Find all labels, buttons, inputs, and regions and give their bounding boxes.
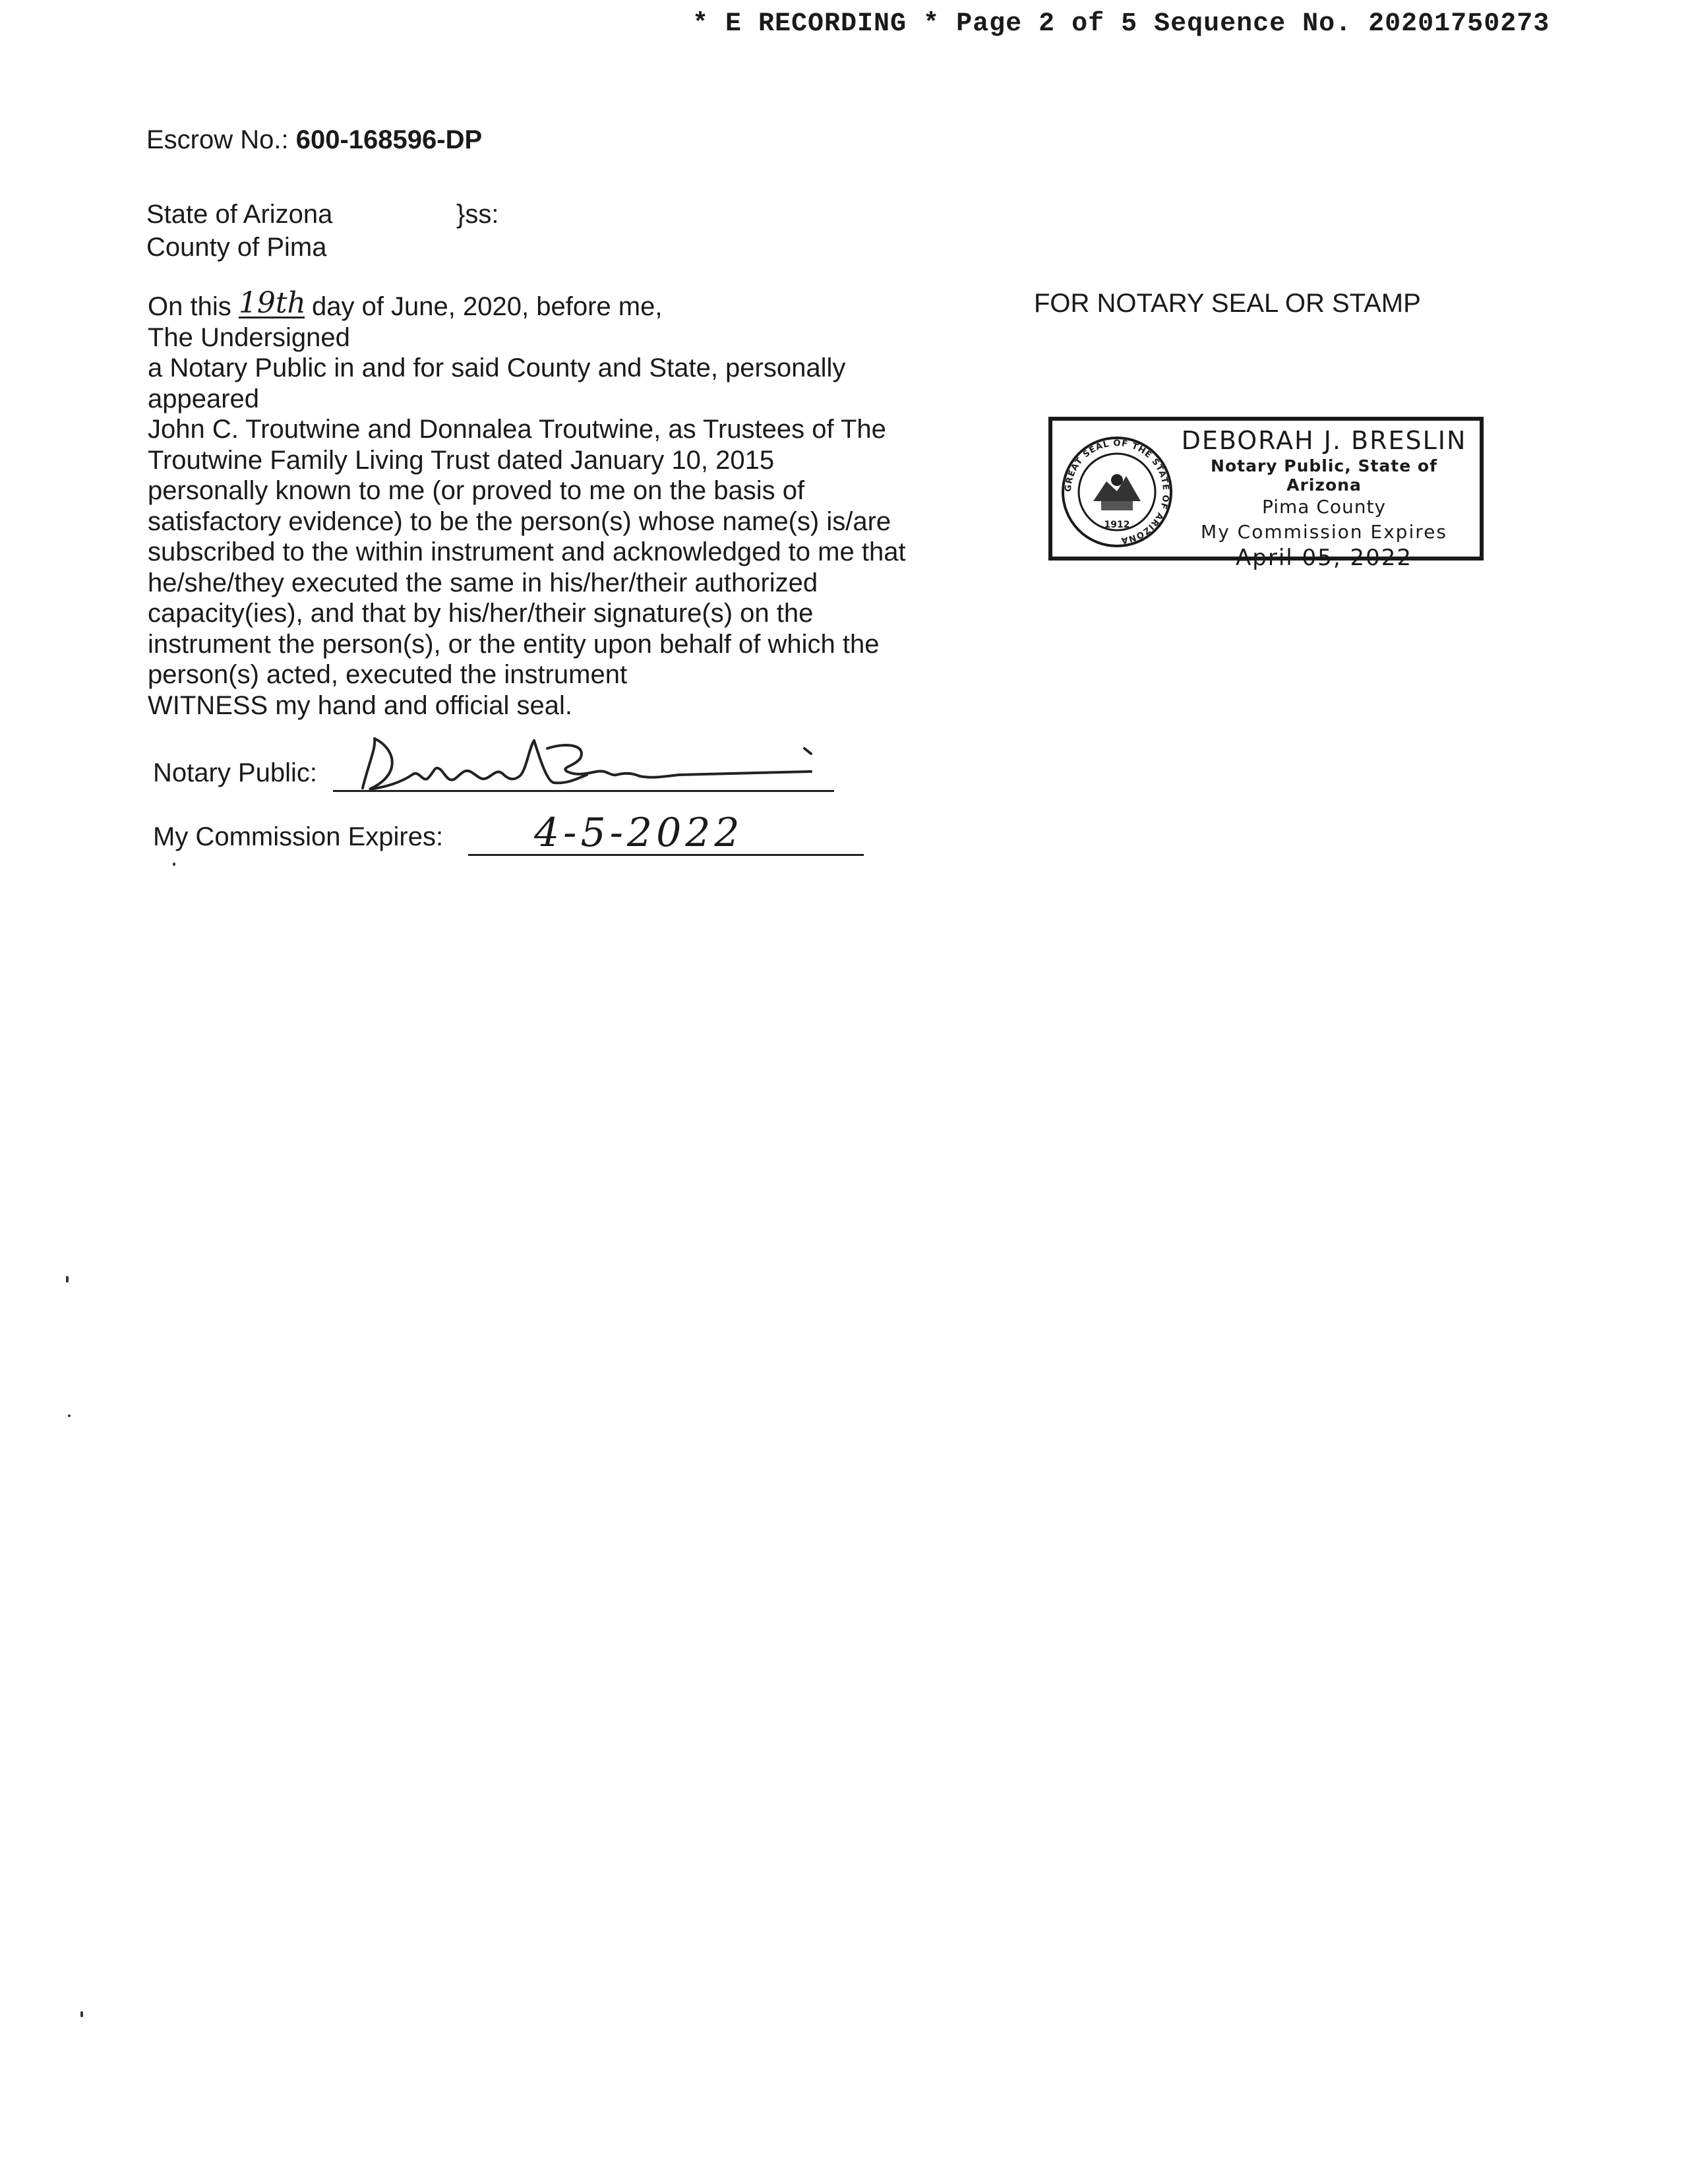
ack-line: personally known to me (or proved to me on the basis of	[148, 476, 805, 505]
escrow-label: Escrow No.:	[146, 125, 289, 154]
ack-line: satisfactory evidence) to be the person(s) whose name(s) is/are	[148, 506, 891, 536]
venue-state: State of Arizona	[146, 200, 333, 229]
venue-ss: }ss:	[456, 200, 499, 229]
ack-line: capacity(ies), and that by his/her/their signature(s) on the	[148, 599, 814, 628]
ack-line: subscribed to the within instrument and acknowledged to me that	[148, 537, 906, 566]
day-fill-in: 19th	[238, 286, 306, 320]
recording-header: * E RECORDING * Page 2 of 5 Sequence No. 20201750273	[692, 9, 1550, 39]
stamp-title: Notary Public, State of Arizona	[1211, 456, 1437, 495]
notary-stamp	[1048, 417, 1484, 571]
ack-line: The Undersigned	[148, 322, 350, 352]
ack-line: he/she/they executed the same in his/her/their authorized	[148, 568, 818, 597]
ack-line: person(s) acted, executed the instrument	[148, 660, 628, 689]
notary-signature	[349, 735, 837, 798]
stamp-text-block	[1172, 426, 1476, 571]
scan-speck	[173, 863, 175, 866]
acknowledgment-body	[148, 286, 959, 721]
stamp-commission: My Commission Expires	[1201, 521, 1447, 543]
seal-area-label: FOR NOTARY SEAL OR STAMP	[1034, 289, 1421, 318]
stamp-county: Pima County	[1261, 496, 1387, 518]
scan-speck	[66, 1276, 69, 1283]
ack-prefix: On this	[148, 292, 231, 321]
ack-line: a Notary Public in and for said County and State, personally	[148, 353, 846, 382]
ack-line: Troutwine Family Living Trust dated January 10, 2015	[148, 445, 775, 475]
escrow-number: 600-168596-DP	[295, 125, 483, 154]
ack-line: instrument the person(s), or the entity upon behalf of which the	[148, 629, 880, 659]
ack-line: WITNESS my hand and official seal.	[148, 690, 572, 720]
seal-ring-text: GREAT SEAL OF THE STATE OF ARIZONA	[1063, 438, 1171, 545]
stamp-date: April 05, 2022	[1236, 545, 1412, 571]
notary-public-label: Notary Public:	[153, 758, 317, 787]
ack-line: appeared	[148, 384, 260, 413]
ack-first-line	[148, 286, 959, 322]
scan-speck	[80, 2011, 83, 2017]
seal-year: 1912	[1104, 520, 1130, 530]
scan-speck	[68, 1414, 71, 1417]
venue-county: County of Pima	[146, 233, 327, 262]
ack-line: John C. Troutwine and Donnalea Troutwine, as Trustees of The	[148, 415, 886, 444]
venue-block	[146, 198, 499, 264]
ack-suffix: day of June, 2020, before me,	[311, 292, 663, 321]
state-seal-icon	[1060, 435, 1174, 549]
escrow-line	[146, 125, 482, 155]
commission-handwritten-date: 4-5-2022	[534, 810, 744, 856]
commission-label: My Commission Expires:	[153, 822, 444, 851]
stamp-name: DEBORAH J. BRESLIN	[1181, 426, 1467, 455]
